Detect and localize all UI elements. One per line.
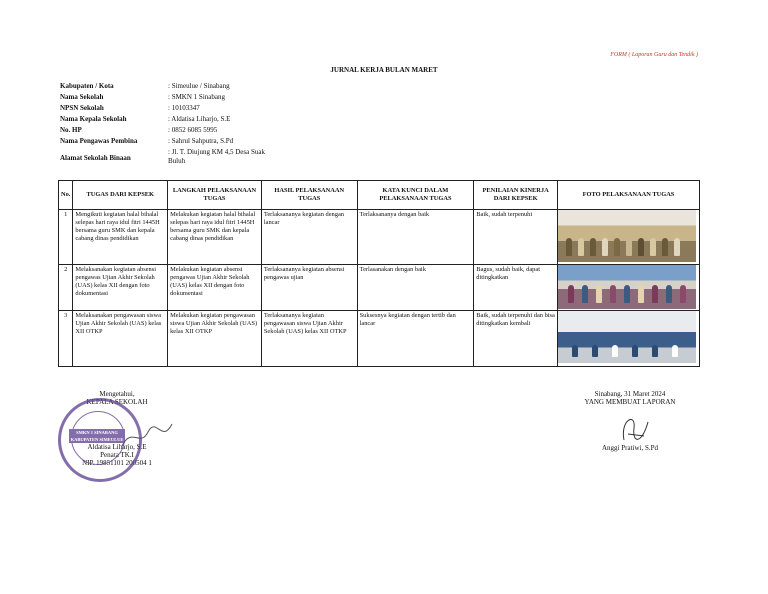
activity-photo [558,311,696,363]
cell-penilaian: Bagus, sudah baik, dapat ditingkatkan [474,265,558,311]
info-value: : Sahrul Sahputra, S.Pd [168,137,234,145]
info-label: Nama Pengawas Pembina [60,137,138,145]
sig-left-nip: NIP. 19851101 200504 1 [82,459,152,467]
cell-tugas: Mengikuti kegiatan halal bihalal selepas hari raya idul fitri 1445H bersama guru SMK dan kepala cabang dinas pendidikan [73,210,168,265]
info-row-npsn [60,104,268,115]
info-value: : Jl. T. Diujung KM 4,5 Desa Suak Buluh [168,148,265,165]
info-label: Nama Kepala Sekolah [60,115,127,123]
cell-tugas: Melaksanakan pengawasan siswa Ujian Akhir Sekolah (UAS) kelas XII OTKP [73,311,168,367]
info-value: : SMKN 1 Sinabang [168,93,225,101]
cell-tugas: Melaksanakan kegiatan absensi pengawas Ujian Akhir Sekolah (UAS) kelas XII dengan foto dokumentasi [73,265,168,311]
cell-no: 2 [59,265,73,311]
info-label: Kabupaten / Kota [60,82,114,90]
cell-hasil: Terlaksananya kegiatan dengan lancar [261,210,357,265]
sig-left-rank: Penata TK.I [100,451,134,459]
journal-table [58,180,700,367]
cell-kata-kunci: Terlaksananya dengan baik [357,210,474,265]
column-header-penilaian: PENILAIAN KINERJA DARI KEPSEK [474,181,558,210]
info-value: : Simeulue / Sinabang [168,82,230,90]
info-label: No. HP [60,126,82,134]
stamp-center: SMKN 1 SINABANG KABUPATEN SIMEULUE [70,430,124,442]
sig-left-line1: Mengetahui, [99,390,135,398]
info-row-pengawas [60,137,268,148]
info-row-kabupaten [60,82,268,93]
cell-langkah: Melakukan kegiatan pengawasan siswa Ujian Akhir Sekolah (UAS) kelas XII OTKP [168,311,262,367]
cell-hasil: Terlaksananya kegiatan pengawasan siswa Ujian Akhir Sekolah (UAS) kelas XII OTKP [261,311,357,367]
column-header-kata-kunci: KATA KUNCI DALAM PELAKSANAAN TUGAS [357,181,474,210]
sig-left-line2: KEPALA SEKOLAH [86,398,148,406]
activity-photo [558,265,696,309]
signature-left [118,418,178,454]
sig-right-line1: Sinabang, 31 Maret 2024 [594,390,666,398]
cell-kata-kunci: Suksesnya kegiatan dengan tertib dan lancar [357,311,474,367]
cell-foto [558,210,700,265]
info-label: NPSN Sekolah [60,104,104,112]
cell-penilaian: Baik, sudah terpenuhi dan bisa ditingkatkan kembali [474,311,558,367]
table-row [59,265,700,311]
table-row [59,311,700,367]
info-row-alamat [60,148,268,166]
info-value: : 10103347 [168,104,200,112]
table-row [59,210,700,265]
column-header-hasil: HASIL PELAKSANAAN TUGAS [261,181,357,210]
info-label: Alamat Sekolah Binaan [60,154,131,162]
cell-no: 1 [59,210,73,265]
sig-right-line2: YANG MEMBUAT LAPORAN [584,398,676,406]
column-header-no: No. [59,181,73,210]
info-row-kepsek [60,115,268,126]
info-row-hp [60,126,268,137]
activity-photo [558,210,696,262]
table-header-row [59,181,700,210]
column-header-foto: FOTO PELAKSANAAN TUGAS [558,181,700,210]
page-title: JURNAL KERJA BULAN MARET [330,66,438,74]
cell-no: 3 [59,311,73,367]
cell-langkah: Melakukan kegiatan absensi pengawas Ujian Akhir Sekolah (UAS) kelas XII dengan foto dokumentasi [168,265,262,311]
sig-right-name: Anggi Pratiwi, S.Pd [601,444,658,452]
column-header-langkah: LANGKAH PELAKSANAAN TUGAS [168,181,262,210]
info-label: Nama Sekolah [60,93,104,101]
cell-langkah: Melakukan kegiatan halal bihalal selepas hari raya idul fitri 1445H bersama guru SMK dan kepala cabang dinas pendidikan [168,210,262,265]
signature-right [618,410,652,446]
cell-penilaian: Baik, sudah terpenuhi [474,210,558,265]
info-block [60,82,268,166]
form-note: FORM ( Laporan Guru dan Tendik ) [610,52,698,58]
sig-left-name: Aldatisa Liharjo, S.E [87,443,147,451]
column-header-tugas: TUGAS DARI KEPSEK [73,181,168,210]
cell-foto [558,311,700,367]
info-value: : Aldatisa Liharjo, S.E [168,115,231,123]
info-row-sekolah [60,93,268,104]
cell-foto [558,265,700,311]
cell-hasil: Terlaksananya kegiatan absensi pengawas ujian [261,265,357,311]
info-value: : 0852 6085 5995 [168,126,218,134]
cell-kata-kunci: Terlasanakan dengan baik [357,265,474,311]
